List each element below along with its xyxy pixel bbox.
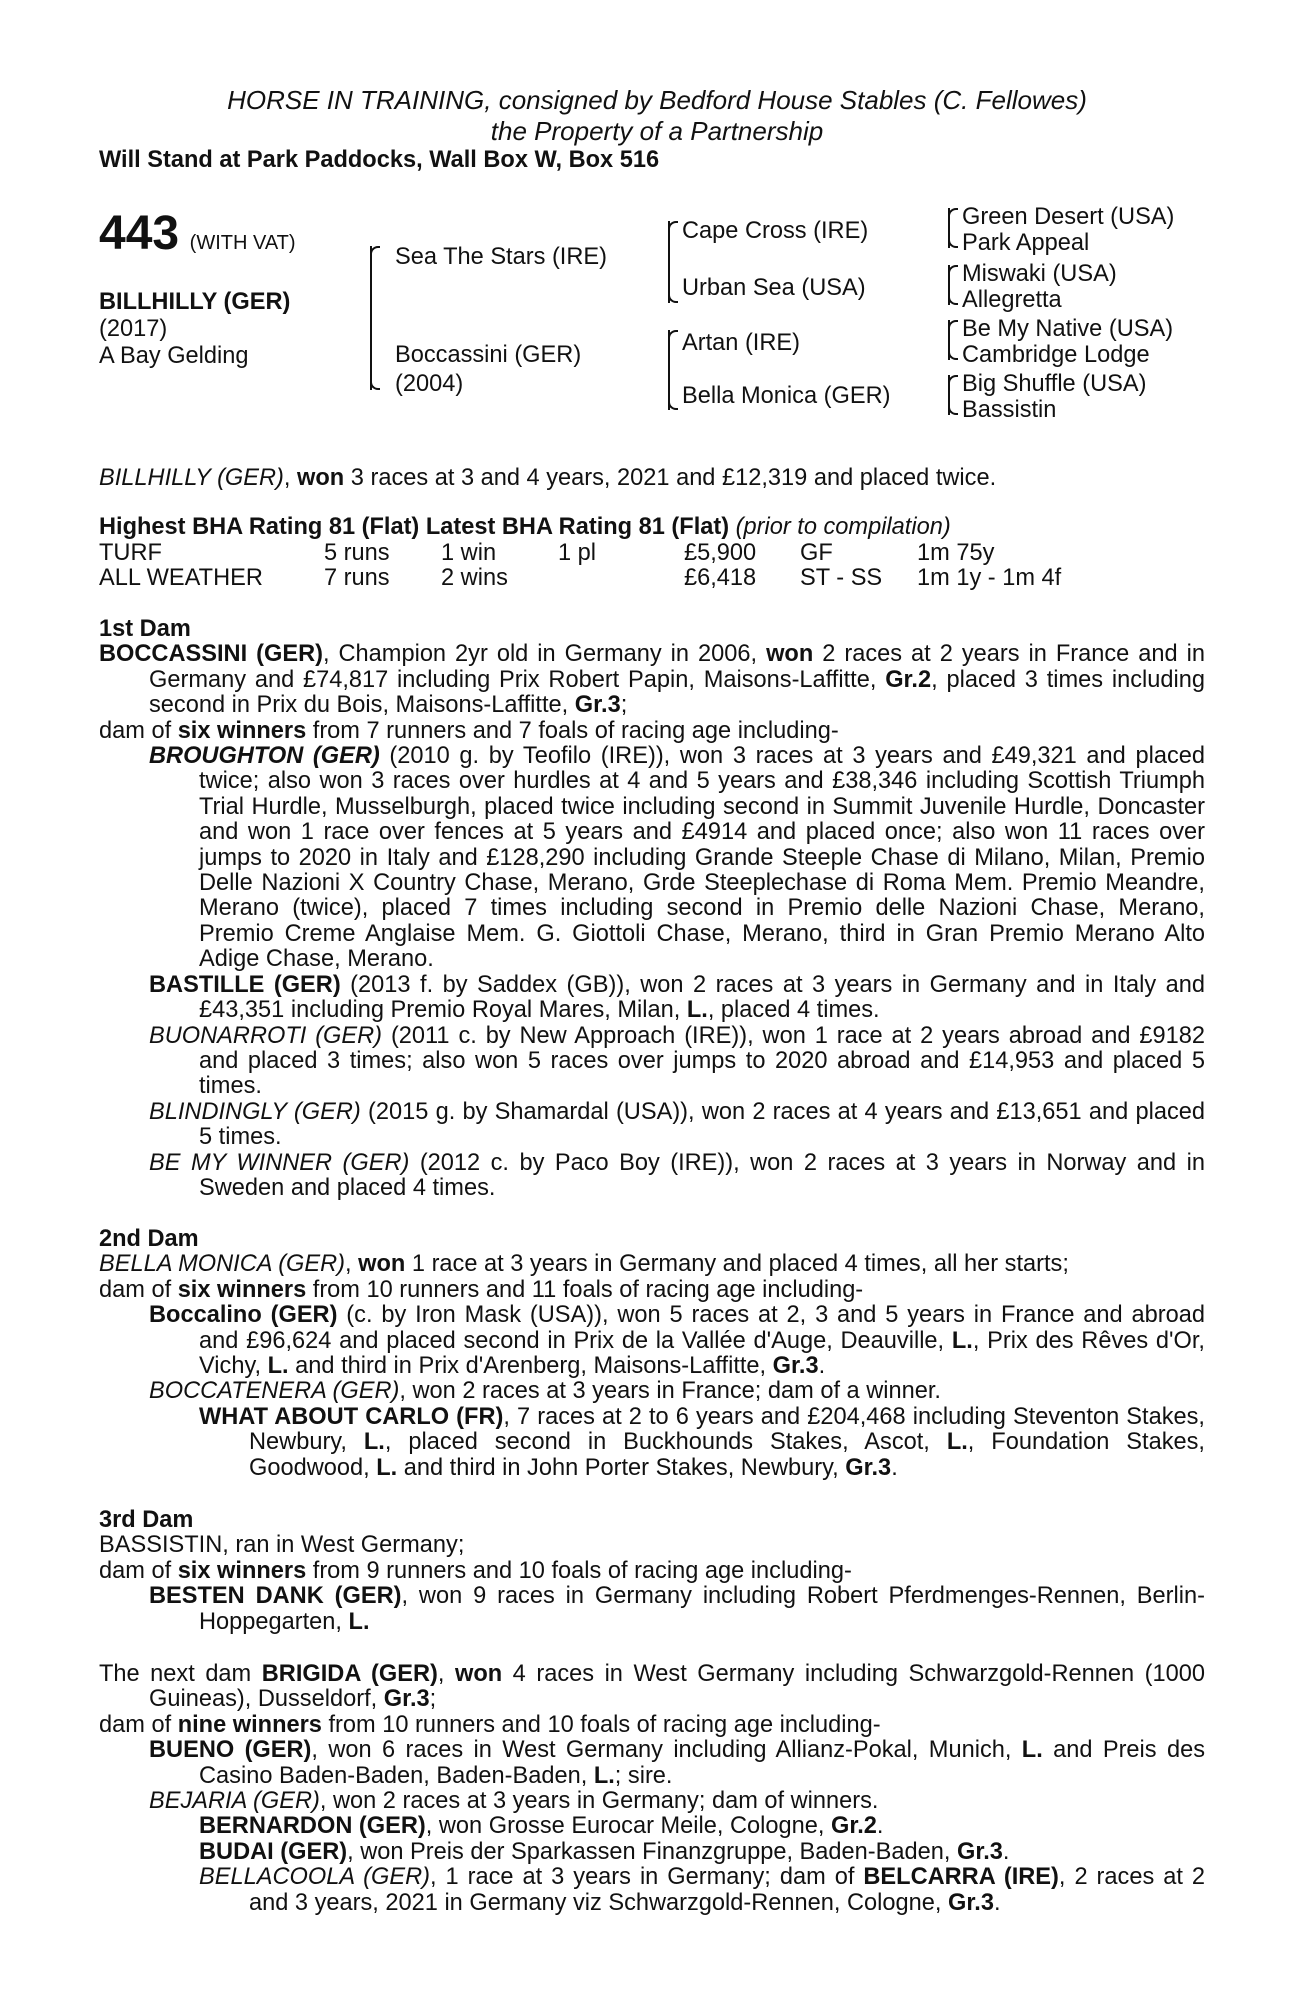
produce-buonarroti: BUONARROTI (GER) (2011 c. by New Approach (IRE)), won 1 race at 2 years abroad and £9182 and placed 3 times; also won 5 races over jumps to 2020 abroad and £14,953 and placed 5 times. (149, 1022, 1205, 1100)
horse-name: BILLHILLY (GER) (99, 289, 291, 315)
next-dam-record: The next dam BRIGIDA (GER), won 4 races in West Germany including Schwarzgold-Rennen (1000 Guineas), Dusseldorf, Gr.3; (99, 1661, 1205, 1713)
pedigree-dam: Boccassini (GER) (395, 342, 582, 368)
second-dam-section (99, 1227, 1205, 1481)
pedigree-ddd: Bassistin (962, 397, 1057, 423)
pedigree-brace-main (370, 246, 372, 390)
produce-bueno: BUENO (GER), won 6 races in West Germany including Allianz-Pokal, Munich, L. and Preis des Casino Baden-Baden, Baden-Baden, L.; sire. (149, 1737, 1205, 1789)
pedigree-brace-gen3-4 (948, 375, 950, 415)
pedigree-brace-sire (668, 221, 670, 303)
produce-bernardon: BERNARDON (GER), won Grosse Eurocar Meile, Cologne, Gr.2. (199, 1813, 884, 1840)
pedigree-ssd: Park Appeal (962, 230, 1090, 256)
pedigree-dam-sire: Artan (IRE) (682, 330, 800, 356)
pedigree-dam-dam: Bella Monica (GER) (682, 383, 891, 409)
pedigree-dds: Big Shuffle (USA) (962, 371, 1147, 397)
pedigree-brace-dam (668, 330, 670, 410)
bha-rating: Highest BHA Rating 81 (Flat) Latest BHA Rating 81 (Flat) (prior to compilation) (99, 514, 951, 540)
third-dam-produce: dam of six winners from 9 runners and 10 foals of racing age including- (99, 1557, 852, 1584)
vat-label: (WITH VAT) (189, 232, 296, 254)
first-dam-record: BOCCASSINI (GER), Champion 2yr old in Germany in 2006, won 2 races at 2 years in France and in Germany and £74,817 including Prix Robert Papin, Maisons-Laffitte, Gr.2, placed 3 times including second in Prix du Bois, Maisons-Laffitte, Gr.3; (99, 641, 1206, 719)
pedigree-brace-gen3-3 (948, 320, 950, 360)
third-dam-record: BASSISTIN, ran in West Germany; (99, 1532, 465, 1559)
first-dam-title: 1st Dam (99, 616, 191, 642)
pedigree-sss: Green Desert (USA) (962, 204, 1175, 230)
pedigree-dsd: Cambridge Lodge (962, 342, 1150, 368)
property-line: the Property of a Partnership (490, 116, 824, 146)
produce-besten-dank: BESTEN DANK (GER), won 9 races in Germany including Robert Pferdmenges-Rennen, Berlin-Hoppegarten, L. (149, 1583, 1205, 1635)
pedigree-brace-gen3-1 (948, 208, 950, 248)
produce-be-my-winner: BE MY WINNER (GER) (2012 c. by Paco Boy (IRE)), won 2 races at 3 years in Norway and in Sweden and placed 4 times. (149, 1149, 1205, 1201)
consignor-line: HORSE IN TRAINING, consigned by Bedford House Stables (C. Fellowes) (227, 85, 1087, 115)
produce-blindingly: BLINDINGLY (GER) (2015 g. by Shamardal (USA)), won 2 races at 4 years and £13,651 and placed 5 times. (149, 1098, 1205, 1151)
third-dam-section (99, 1508, 1205, 1635)
produce-boccalino: Boccalino (GER) (c. by Iron Mask (USA)), won 5 races at 2, 3 and 5 years in France and abroad and £96,624 and placed second in Prix de la Vallée d'Auge, Deauville, L., Prix des Rêves d'Or, Vichy, L. and third in Prix d'Arenberg, Maisons-Laffitte, Gr.3. (149, 1302, 1205, 1380)
pedigree-sdd: Allegretta (962, 287, 1062, 313)
produce-broughton: BROUGHTON (GER) (2010 g. by Teofilo (IRE)), won 3 races at 3 years and £49,321 and placed twice; also won 3 races over hurdles at 4 and 5 years and £38,346 including Scottish Triumph Trial Hurdle, Musselburgh, placed twice including second in Summit Juvenile Hurdle, Doncaster and won 1 race over fences at 5 years and £4914 and placed once; also won 11 races over jumps to 2020 in Italy and £128,290 including Grande Steeple Chase di Milano, Milan, Premio Delle Nazioni X Country Chase, Merano, Grde Steeplechase di Roma Mem. Premio Meandre, Merano (twice), placed 7 times including second in Premio delle Nazioni Chase, Merano, Premio Creme Anglaise Mem. G. Giottoli Chase, Merano, third in Gran Premio Merano Alto Adige Chase, Merano. (149, 743, 1205, 973)
second-dam-produce: dam of six winners from 10 runners and 11 foals of racing age including- (99, 1276, 864, 1303)
pedigree-sds: Miswaki (USA) (962, 261, 1117, 287)
produce-budai: BUDAI (GER), won Preis der Sparkassen Finanzgruppe, Baden-Baden, Gr.3. (199, 1838, 1010, 1865)
catalogue-page: HORSE IN TRAINING, consigned by Bedford House Stables (C. Fellowes) the Property of a Partnership Will Stand at Park Paddocks, Wall Box W, Box 516 443 (WITH VAT) BILLHILLY (GER) (2017) A Bay Gelding Sea The Stars (IRE) Boccassini (GER) (2004) Cape Cross (IRE) Urban Sea (USA) Artan (IRE) Bella Monica (GER) Green Desert (USA) Park Appeal Miswaki (USA) Allegretta Be My Native (USA) Cambridge Lodge Big Shuffle (USA) Bassistin BILLHILLY (GER), won 3 races at 3 and 4 years, 2021 and £12,319 and placed twice. Highest BHA Rating 81 (Flat) Latest BHA Rating 81 (Flat) (prior to compilation) TURF 5 runs 1 win 1 pl £5,900 GF 1m 75y ALL WEATHER 7 runs 2 wins £6,418 ST - SS 1m 1y - 1m 4f 1st Dam BOCCASSINI (GER), Champion 2yr old in Germany in 2006, won 2 races at 2 years in France and in Germany and £74,817 including Prix Robert Papin, Maisons-Laffitte, Gr.2, placed 3 times including second in Prix du Bois, Maisons-Laffitte, Gr.3; dam of six winners from 7 runners and 7 foals of racing age including- BROUGHTON (GER) (2010 g. by Teofilo (IRE)), won 3 races at 3 years and £49,321 and placed twice; also won 3 races over hurdles at 4 and 5 years and £38,346 including Scottish Triumph Trial Hurdle, Musselburgh, placed twice including second in Summit Juvenile Hurdle, Doncaster and won 1 race over fences at 5 years and £4914 and placed once; also won 11 races over jumps to 2020 in Italy and £128,290 including Grande Steeple Chase di Milano, Milan, Premio Delle Nazioni X Country Chase, Merano, Grde Steeplechase di Roma Mem. Premio Meandre, Merano (twice), placed 7 times including second in Premio delle Nazioni Chase, Merano, Premio Creme Anglaise Mem. G. Giottoli Chase, Merano, third in Gran Premio Merano Alto Adige Chase, Merano. BASTILLE (GER) (2013 f. by Saddex (GB)), won 2 races at 3 years in Germany and in Italy and £43,351 including Premio Royal Mares, Milan, L., placed 4 times. BUONARROTI (GER) (2011 c. by New Approach (IRE)), won 1 race at 2 years abroad and £9182 and placed 3 times; also won 5 races over jumps to 2020 abroad and £14,953 and placed 5 times. BLINDINGLY (GER) (2015 g. by Shamardal (USA)), won 2 races at 4 years and £13,651 and placed 5 times. BE MY WINNER (GER) (2012 c. by Paco Boy (IRE)), won 2 races at 3 years in Norway and in Sweden and placed 4 times. 2nd Dam BELLA MONICA (GER), won 1 race at 3 years in Germany and placed 4 times, all her starts; dam of six winners from 10 runners and 11 foals of racing age including- Boccalino (GER) (c. by Iron Mask (USA)), won 5 races at 2, 3 and 5 years in France and abroad and £96,624 and placed second in Prix de la Vallée d'Auge, Deauville, L., Prix des Rêves d'Or, Vichy, L. and third in Prix d'Arenberg, Maisons-Laffitte, Gr.3. BOCCATENERA (GER), won 2 races at 3 years in France; dam of a winner. WHAT ABOUT CARLO (FR), 7 races at 2 to 6 years and £204,468 including Steventon Stakes, Newbury, L., placed second in Buckhounds Stakes, Ascot, L., Foundation Stakes, Goodwood, L. and third in John Porter Stakes, Newbury, Gr.3. 3rd Dam BASSISTIN, ran in West Germany; dam of six winners from 9 runners and 10 foals of racing age including- BESTEN DANK (GER), won 9 races in Germany including Robert Pferdmenges-Rennen, Berlin-Hoppegarten, L. The next dam BRIGIDA (GER), won 4 races in West Germany including Schwarzgold-Rennen (1000 Guineas), Dusseldorf, Gr.3; dam of nine winners from 10 runners and 10 foals of racing age including- BUENO (GER), won 6 races in West Germany including Allianz-Pokal, Munich, L. and Preis des Casino Baden-Baden, Baden-Baden, L.; sire. BEJARIA (GER), won 2 races at 3 years in Germany; dam of winners. BERNARDON (GER), won Grosse Eurocar Meile, Cologne, Gr.2. BUDAI (GER), won Preis der Sparkassen Finanzgruppe, Baden-Baden, Gr.3. BELLACOOLA (GER), 1 race at 3 years in Germany; dam of BELCARRA (IRE), 2 races at 2 and 3 years, 2021 in Germany viz Schwarzgold-Rennen, Cologne, Gr.3. (0, 0, 1314, 2000)
pedigree-sire-dam: Urban Sea (USA) (682, 275, 866, 301)
pedigree-brace-gen3-2 (948, 265, 950, 305)
pedigree-dam-year: (2004) (395, 371, 464, 397)
produce-what-about-carlo: WHAT ABOUT CARLO (FR), 7 races at 2 to 6 years and £204,468 including Steventon Stakes, Newbury, L., placed second in Buckhounds Stakes, Ascot, L., Foundation Stakes, Goodwood, L. and third in John Porter Stakes, Newbury, Gr.3. (199, 1403, 1205, 1481)
pedigree-dss: Be My Native (USA) (962, 316, 1174, 342)
horse-description: A Bay Gelding (99, 343, 249, 369)
pedigree-sire: Sea The Stars (IRE) (395, 244, 607, 270)
produce-bejaria: BEJARIA (GER), won 2 races at 3 years in Germany; dam of winners. (149, 1788, 879, 1815)
next-dam-section (99, 1662, 1205, 1916)
produce-bastille: BASTILLE (GER) (2013 f. by Saddex (GB)), won 2 races at 3 years in Germany and in Italy and £43,351 including Premio Royal Mares, Milan, L., placed 4 times. (149, 971, 1205, 1024)
horse-year: (2017) (99, 316, 168, 342)
first-dam-section (99, 617, 1205, 1201)
race-summary: BILLHILLY (GER), won 3 races at 3 and 4 years, 2021 and £12,319 and placed twice. (99, 465, 997, 491)
lot-number: 443 (99, 207, 180, 260)
third-dam-title: 3rd Dam (99, 1507, 194, 1533)
stand-line: Will Stand at Park Paddocks, Wall Box W, Box 516 (99, 147, 660, 173)
first-dam-produce: dam of six winners from 7 runners and 7 foals of racing age including- (99, 717, 839, 744)
next-dam-produce: dam of nine winners from 10 runners and 10 foals of racing age including- (99, 1711, 881, 1738)
second-dam-title: 2nd Dam (99, 1226, 199, 1252)
lot-number-block (99, 207, 296, 260)
pedigree-sire-sire: Cape Cross (IRE) (682, 218, 869, 244)
produce-boccatenera: BOCCATENERA (GER), won 2 races at 3 years in France; dam of a winner. (149, 1378, 941, 1405)
produce-bellacoola: BELLACOOLA (GER), 1 race at 3 years in Germany; dam of BELCARRA (IRE), 2 races at 2 and 3 years, 2021 in Germany viz Schwarzgold-Rennen, Cologne, Gr.3. (199, 1864, 1205, 1916)
second-dam-record: BELLA MONICA (GER), won 1 race at 3 years in Germany and placed 4 times, all her starts; (99, 1251, 1069, 1278)
